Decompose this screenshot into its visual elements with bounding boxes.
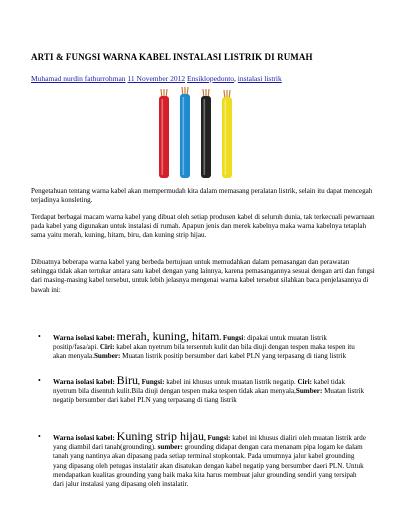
item-fungsi-label: , Fungsi:: [138, 378, 165, 386]
cable-photo: [158, 86, 240, 181]
item-sumber-label: sumber:: [157, 443, 183, 452]
bullet-icon: •: [38, 376, 41, 385]
item-color-name: merah, kuning, hitam: [116, 329, 220, 343]
cable-1: [159, 89, 169, 178]
article-title: ARTI & FUNGSI WARNA KABEL INSTALASI LISTRIK DI RUMAH: [31, 52, 313, 62]
item-label: Warna isolasi kabel:: [53, 434, 115, 442]
item-color-name: Biru: [116, 373, 139, 387]
item-label: Warna isolasi kabel:: [53, 334, 115, 342]
item-sumber-text: grounding didapat dengan cara menanam pipa logam ke dalam tanah yang nantinya akan dipasang pada setiap terminal stopkontak. Pada umumnya jalur kabel grounding yang dipasang oleh petugas instalatir akan disatukan dengan kabel negatip yang bersumber daeri PLN. Untuk mendapatkan kualitas grounding yang baik maka kita harus membuat jalur grounding sendiri yang tersipah dari jalur instalasi yang dipasang oleh instalatir.: [53, 443, 364, 489]
item-ciri-label: Ciri:: [297, 378, 313, 386]
cable-2: [180, 87, 190, 178]
date-link[interactable]: 11 November 2012: [127, 74, 186, 83]
bullet-icon: •: [38, 332, 41, 341]
item-fungsi-text: kabel ini khusus untuk muatan listrik negatip.: [164, 378, 296, 386]
list-item: [31, 329, 376, 362]
item-sumber-text: Muatan listrik negatip bersumber dari kabel PLN yang terpasang di tiang listrik: [53, 387, 365, 405]
bullet-icon: •: [38, 432, 41, 441]
item-fungsi-text: : dipakai untuk muatan listrik positip/fasa/api.: [53, 334, 327, 352]
item-fungsi-label: . Fungsi: [219, 334, 244, 342]
item-fungsi-label: , Fungsi:: [204, 434, 231, 442]
paragraph-purpose: Dibuatnya beberapa warna kabel yang berbeda bertujuan untuk memudahkan dalam pemasangan dan perawatan sehingga tidak akan tertukar antara satu kabel dengan yang lainnya, karena pemasangannya sesuai dengan arti dan fungsi dari masing-masing kabel tersebut, untuk lebih jelasnya mengenai warna kabel tersebut silahkan baca penjelasannya di bawah ini:: [31, 258, 375, 294]
item-sumber-text: Muatan listrik positip bersumber dari kabel PLN yang terpasang di tiang listrik: [120, 352, 347, 361]
item-sumber-label: Sumber:: [295, 387, 323, 396]
item-ciri-text: kabel akan nyetrum bila tersentuh kulit dan bila diuji dengan tespen maka tespen itu akan menyala.: [53, 343, 355, 361]
meta-separator: ,: [234, 74, 236, 83]
list-item: [31, 373, 376, 406]
cable-4: [222, 90, 232, 178]
item-sumber-label: Sumber:: [93, 352, 121, 361]
category-link-ensiklopedonto[interactable]: Ensiklopedonto: [186, 74, 235, 83]
paragraph-colors: Terdapat berbagai macam warna kabel yang dibuat oleh setiap produsen kabel di seluruh dunia, tak terkecuali pewarnaan pada kabel yang digunakan untuk instalasi di rumah. Apapun jenis dan merek kabelnya maka warna kabelnya tetaplah sama yaitu merah, kuning, hitam, biru, dan kuning strip hijau.: [31, 213, 375, 240]
category-link-instalasi-listrik[interactable]: instalasi listrik: [237, 74, 282, 83]
item-label: Warna isolasi kabel:: [53, 378, 115, 386]
paragraph-intro: Pengetahuan tentang warna kabel akan mempermudah kita dalam memasang peralatan listrik, selain itu dapat mencegah terjadinya konsleting.: [31, 187, 373, 205]
item-fungsi-text: kabel ini khusus dialiri oleh muatan listrik arde yang diambil dari tanah(grounding).: [53, 434, 366, 452]
article-meta: [31, 74, 282, 83]
item-ciri-label: Ciri:: [99, 343, 115, 352]
author-link[interactable]: Muhamad nurdin fathurrohman: [31, 74, 126, 83]
cable-3: [201, 89, 211, 178]
list-item: [31, 429, 376, 489]
item-ciri-text: kabel tidak nyetrum bila disentuh kulit.Bila diuji dengan tespen maka tespen tidak akan menyala,: [53, 378, 346, 396]
item-color-name: Kuning strip hijau: [116, 429, 204, 443]
